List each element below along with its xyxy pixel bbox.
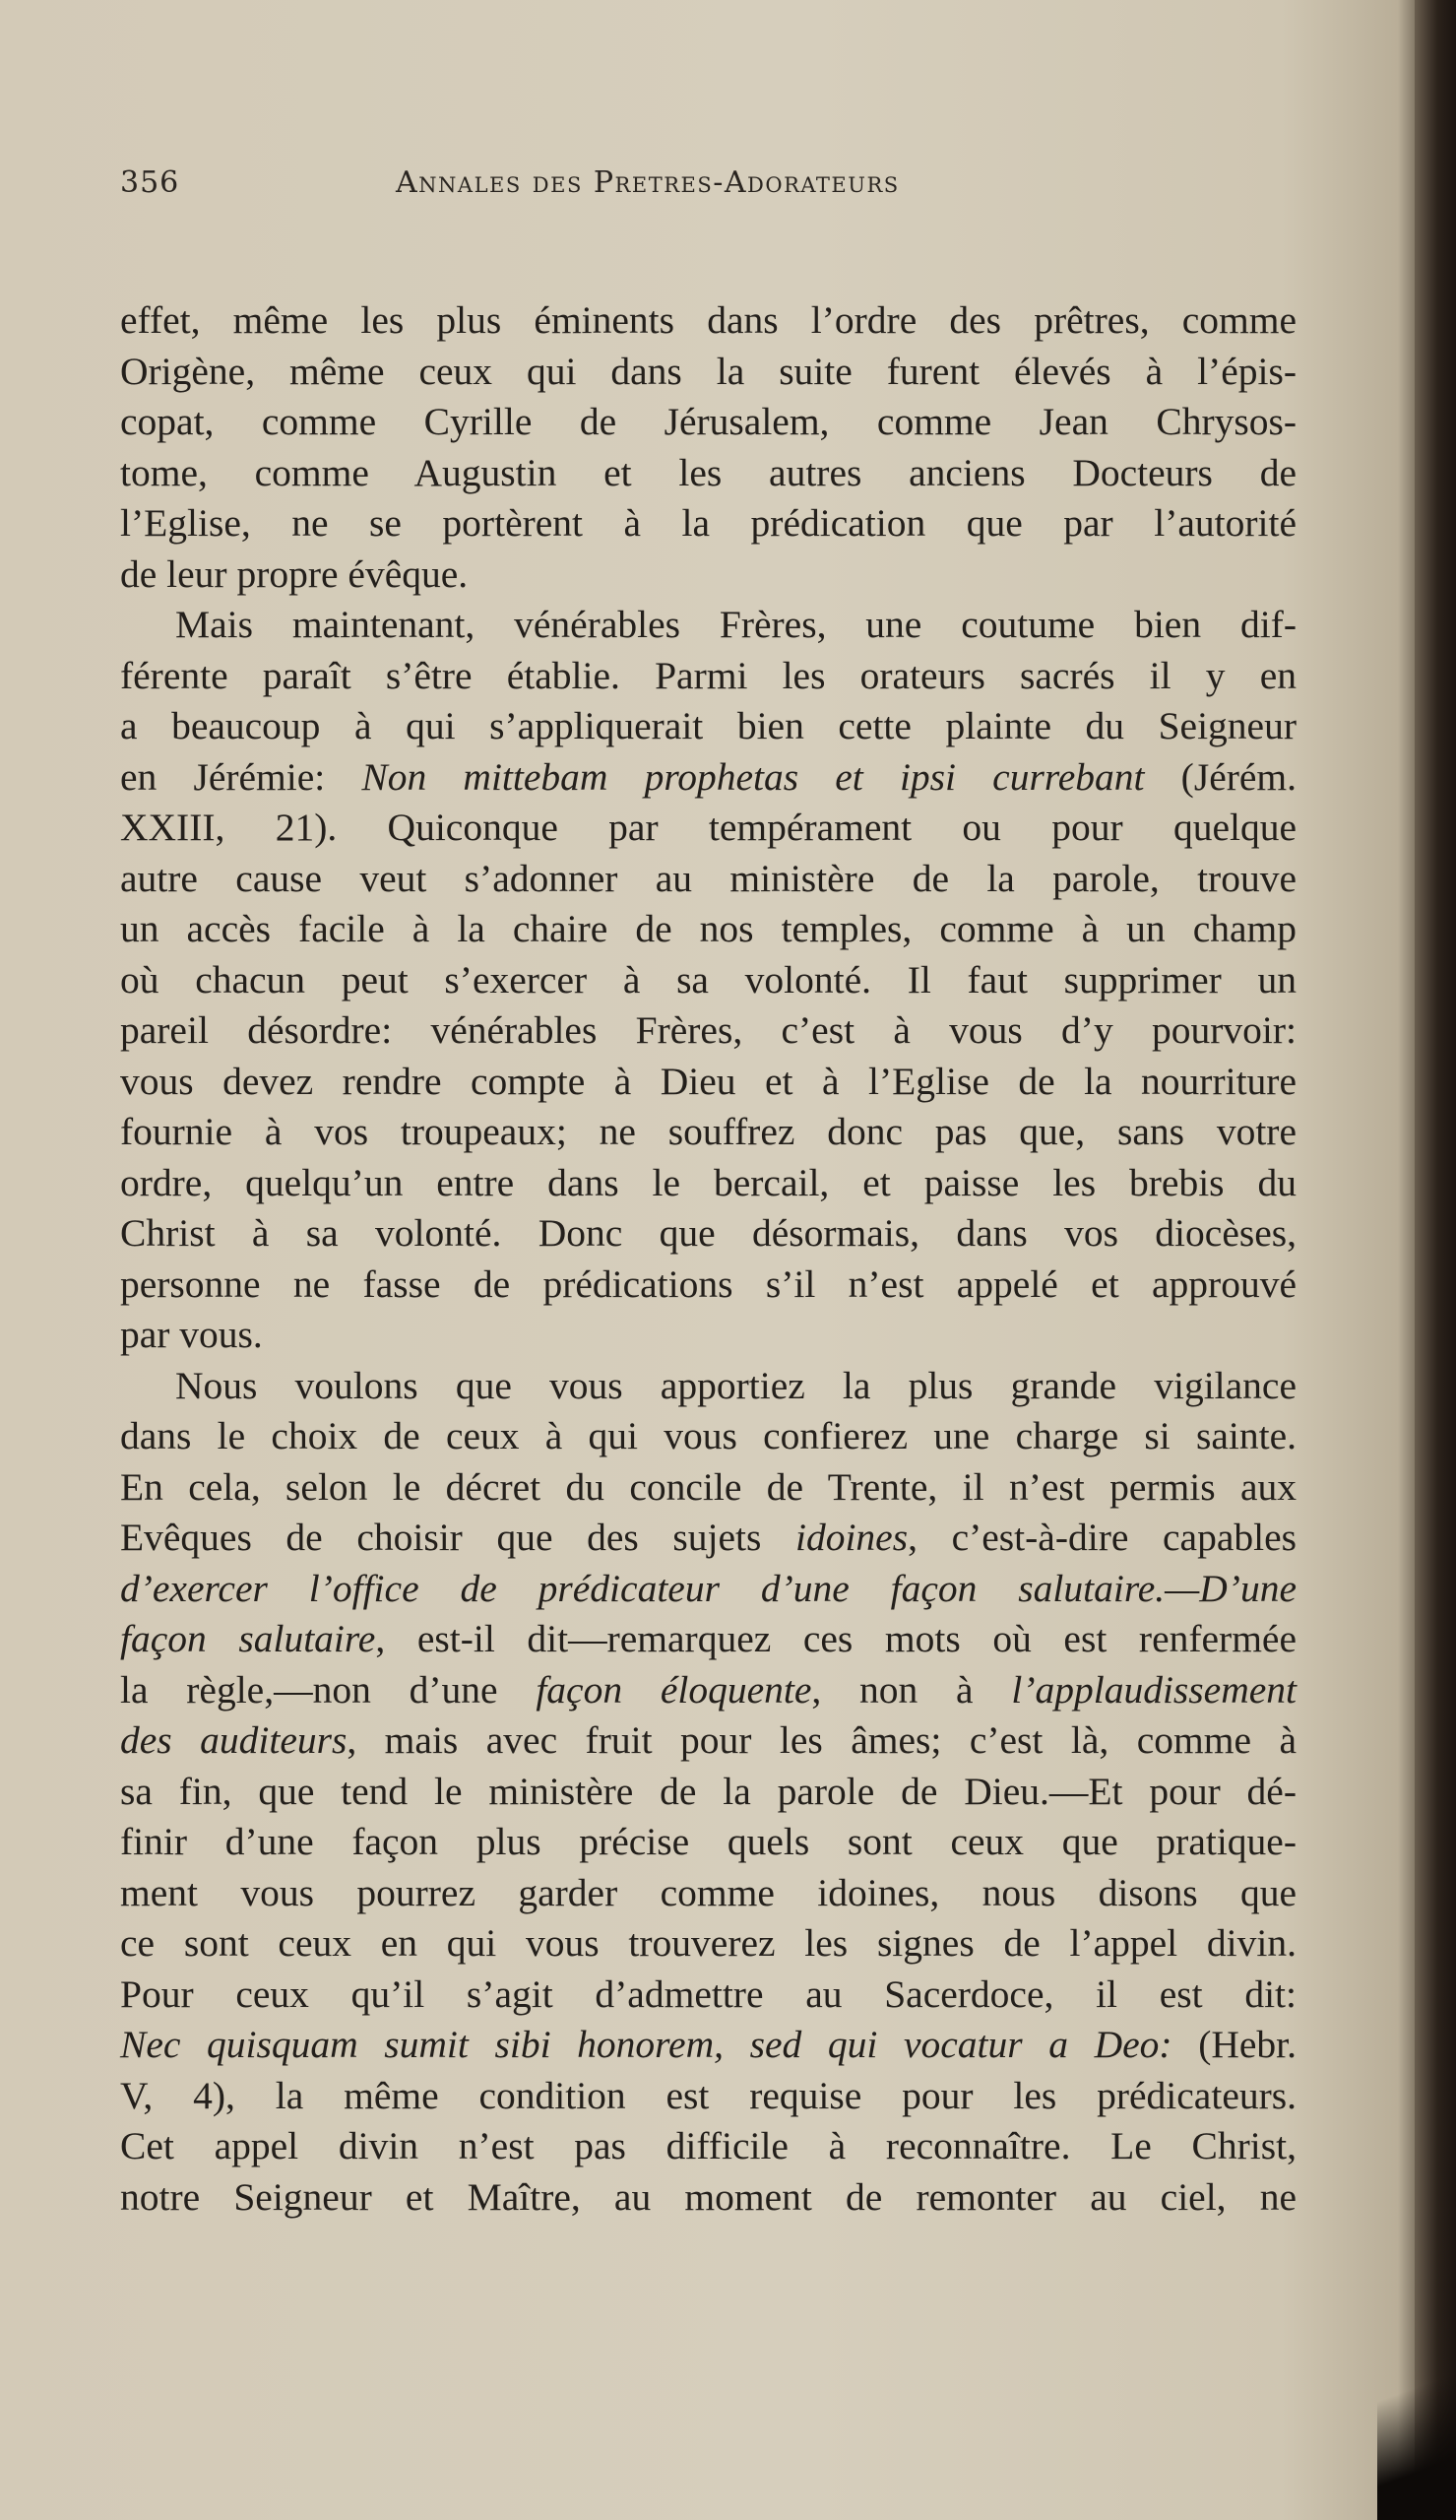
- text-line: [120, 347, 1297, 398]
- text-run: notre Seigneur et Maître, au moment de remonter au ciel, ne: [120, 2174, 1297, 2219]
- text-line: [120, 1767, 1297, 1818]
- italic-text: Nec quisquam sumit sibi honorem, sed qui vocatur a Deo:: [120, 2023, 1172, 2066]
- text-run: Christ à sa volonté. Donc que désormais, dans vos diocèses,: [120, 1211, 1297, 1255]
- text-run: , non à: [811, 1667, 1012, 1712]
- text-run: ment vous pourrez garder comme idoines, nous disons que: [120, 1870, 1297, 1914]
- text-line: [120, 1614, 1297, 1665]
- text-line: [120, 1462, 1297, 1514]
- text-line: [120, 1310, 1297, 1361]
- text-run: Evêques de choisir que des sujets: [120, 1516, 795, 1559]
- text-line: [120, 1868, 1297, 1919]
- text-line: [120, 1260, 1297, 1311]
- text-run: de leur propre évêque.: [120, 551, 469, 596]
- text-line: [120, 549, 1297, 601]
- text-run: où chacun peut s’exercer à sa volonté. Il faut supprimer un: [120, 957, 1297, 1002]
- text-line: [120, 1411, 1297, 1462]
- text-line: [120, 1715, 1297, 1767]
- book-binding-shadow: [1415, 0, 1456, 2520]
- text-run: (Hebr.: [1171, 2023, 1298, 2066]
- text-run: Mais maintenant, vénérables Frères, une coutume bien dif-: [175, 603, 1297, 646]
- text-run: a beaucoup à qui s’appliquerait bien cette plainte du Seigneur: [120, 704, 1297, 747]
- text-line: [120, 1005, 1297, 1057]
- text-run: férente paraît s’être établie. Parmi les orateurs sacrés il y en: [120, 653, 1297, 697]
- page-number: 356: [120, 165, 180, 200]
- text-run: V, 4), la même condition est requise pour les prédicateurs.: [120, 2073, 1297, 2117]
- page-header: [120, 165, 1301, 205]
- text-line: [120, 904, 1297, 955]
- text-run: fournie à vos troupeaux; ne souffrez donc pas que, sans votre: [120, 1110, 1297, 1153]
- running-title: Annales des Pretres-Adorateurs: [396, 165, 900, 200]
- text-line: [120, 2020, 1297, 2071]
- text-line: [120, 752, 1297, 804]
- text-line: [120, 1918, 1297, 1970]
- text-line: [120, 854, 1297, 905]
- text-line: [120, 1158, 1297, 1209]
- text-line: [120, 955, 1297, 1006]
- text-line: [120, 1665, 1297, 1716]
- text-run: Pour ceux qu’il s’agit d’admettre au Sacerdoce, il est dit:: [120, 1971, 1297, 2016]
- italic-text: l’applaudissement: [1011, 1667, 1297, 1712]
- text-run: (Jérém.: [1144, 754, 1298, 799]
- text-run: , est-il dit—remarquez ces mots où est renfermée: [375, 1617, 1297, 1660]
- italic-text: des auditeurs: [120, 1718, 348, 1762]
- text-line: [120, 2071, 1297, 2122]
- text-run: Cet appel divin n’est pas difficile à reconnaître. Le Christ,: [120, 2124, 1297, 2167]
- text-run: l’Eglise, ne se portèrent à la prédication que par l’autorité: [120, 501, 1297, 545]
- text-line: [120, 1564, 1297, 1615]
- text-line: [120, 600, 1297, 651]
- italic-text: façon éloquente: [536, 1667, 812, 1712]
- text-line: [120, 1208, 1297, 1260]
- text-line: [120, 397, 1297, 448]
- text-line: [120, 1107, 1297, 1158]
- text-line: [120, 1057, 1297, 1108]
- text-run: dans le choix de ceux à qui vous confierez une charge si sainte.: [120, 1414, 1297, 1457]
- text-line: [120, 2121, 1297, 2172]
- text-run: finir d’une façon plus précise quels sont ceux que pratique-: [120, 1820, 1297, 1863]
- text-line: [120, 1970, 1297, 2021]
- italic-text: façon salutaire: [120, 1617, 376, 1660]
- text-run: pareil désordre: vénérables Frères, c’est à vous d’y pourvoir:: [120, 1008, 1297, 1052]
- text-line: [120, 1361, 1297, 1412]
- italic-text: idoines: [794, 1516, 909, 1559]
- text-run: autre cause veut s’adonner au ministère de la parole, trouve: [120, 856, 1297, 900]
- text-run: sa fin, que tend le ministère de la parole de Dieu.—Et pour dé-: [120, 1769, 1297, 1813]
- text-run: tome, comme Augustin et les autres anciens Docteurs de: [120, 450, 1297, 494]
- text-run: vous devez rendre compte à Dieu et à l’Eglise de la nourriture: [120, 1059, 1297, 1103]
- text-line: [120, 2172, 1297, 2224]
- text-run: , c’est-à-dire capables: [908, 1516, 1297, 1559]
- italic-text: Non mittebam prophetas et ipsi currebant: [361, 754, 1145, 799]
- text-line: [120, 651, 1297, 702]
- text-run: XXIII, 21). Quiconque par tempérament ou pour quelque: [120, 806, 1297, 849]
- text-line: [120, 498, 1297, 549]
- text-run: en Jérémie:: [120, 754, 362, 799]
- text-line: [120, 1817, 1297, 1868]
- text-line: [120, 701, 1297, 752]
- text-run: , mais avec fruit pour les âmes; c’est là, comme à: [347, 1718, 1297, 1762]
- text-line: [120, 1513, 1297, 1564]
- text-line: [120, 295, 1297, 347]
- text-line: [120, 448, 1297, 499]
- text-run: En cela, selon le décret du concile de Trente, il n’est permis aux: [120, 1464, 1297, 1509]
- text-run: ce sont ceux en qui vous trouverez les signes de l’appel divin.: [120, 1921, 1297, 1965]
- italic-text: d’exercer l’office de prédicateur d’une façon salutaire.—D’une: [120, 1566, 1297, 1610]
- text-run: un accès facile à la chaire de nos temples, comme à un champ: [120, 907, 1297, 950]
- body-text: [120, 295, 1297, 2223]
- text-run: par vous.: [120, 1313, 263, 1356]
- text-run: effet, même les plus éminents dans l’ordre des prêtres, comme: [120, 298, 1297, 342]
- text-run: ordre, quelqu’un entre dans le bercail, et paisse les brebis du: [120, 1160, 1297, 1204]
- text-run: la règle,—non d’une: [120, 1667, 537, 1712]
- page-corner-shadow: [1377, 2303, 1456, 2520]
- text-run: Nous voulons que vous apportiez la plus grande vigilance: [175, 1363, 1297, 1407]
- text-run: copat, comme Cyrille de Jérusalem, comme Jean Chrysos-: [120, 400, 1297, 443]
- text-line: [120, 803, 1297, 854]
- text-run: Origène, même ceux qui dans la suite furent élevés à l’épis-: [120, 349, 1297, 393]
- text-run: personne ne fasse de prédications s’il n’est appelé et approuvé: [120, 1261, 1297, 1306]
